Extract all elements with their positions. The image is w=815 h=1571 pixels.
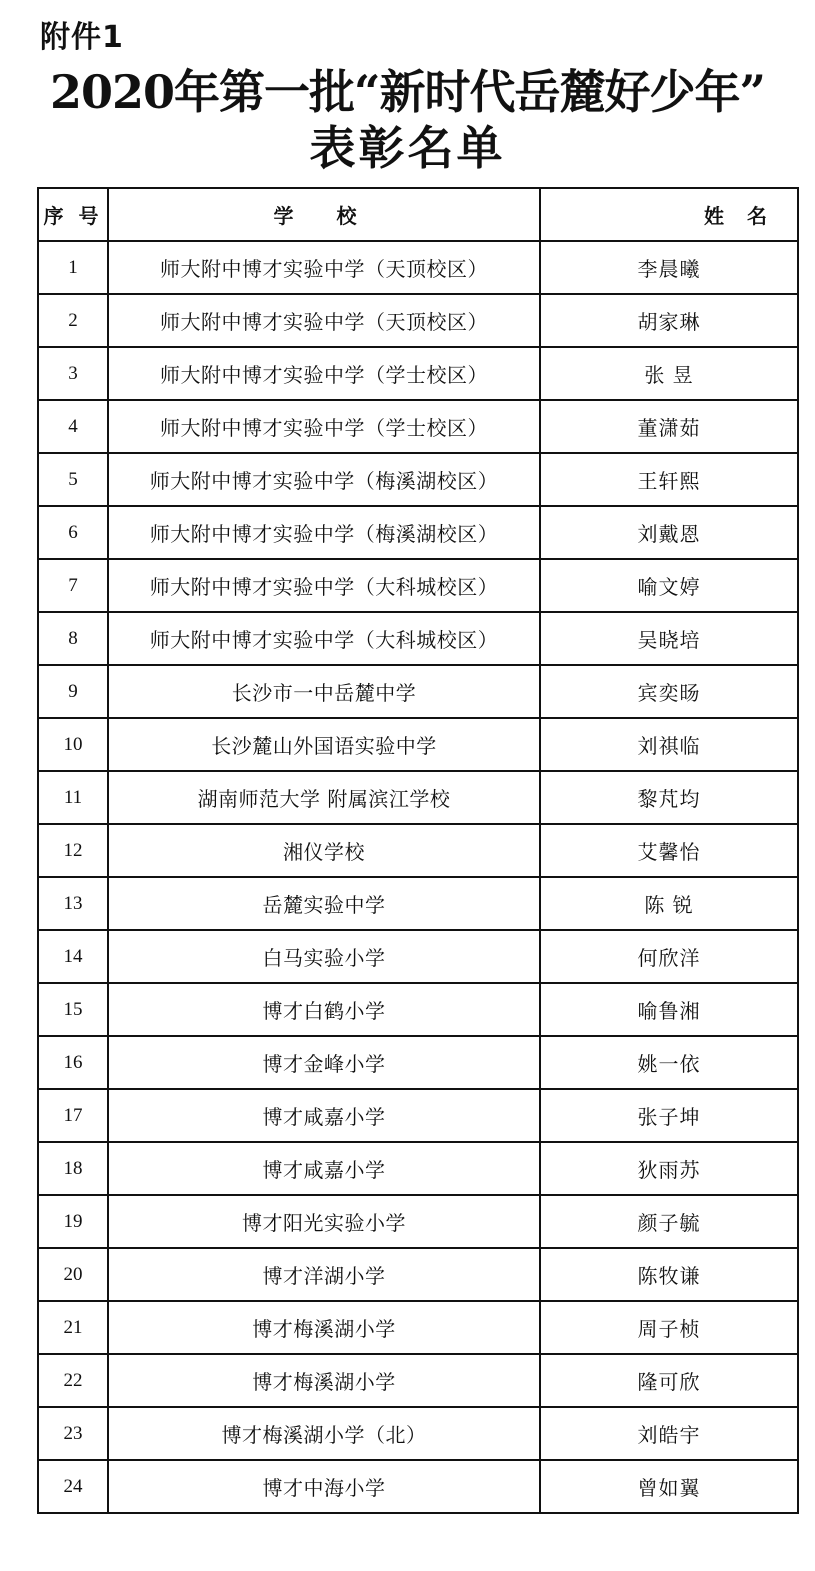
school-cell: 岳麓实验中学 — [108, 877, 540, 930]
row-number: 21 — [38, 1301, 108, 1354]
school-cell: 博才梅溪湖小学 — [108, 1354, 540, 1407]
student-name-cell: 宾奕旸 — [540, 665, 798, 718]
table-row — [38, 665, 798, 718]
student-name-cell: 刘戴恩 — [540, 506, 798, 559]
row-number: 17 — [38, 1089, 108, 1142]
school-cell: 长沙市一中岳麓中学 — [108, 665, 540, 718]
school-cell: 博才洋湖小学 — [108, 1248, 540, 1301]
row-number: 11 — [38, 771, 108, 824]
table-row — [38, 718, 798, 771]
school-cell: 师大附中博才实验中学（学士校区） — [108, 400, 540, 453]
row-number: 15 — [38, 983, 108, 1036]
student-name-cell: 何欣洋 — [540, 930, 798, 983]
student-name-cell: 董潇茹 — [540, 400, 798, 453]
table-row — [38, 1301, 798, 1354]
attachment-label: 附件1 — [40, 20, 124, 55]
table-row — [38, 1142, 798, 1195]
row-number: 14 — [38, 930, 108, 983]
row-number: 3 — [38, 347, 108, 400]
row-number: 2 — [38, 294, 108, 347]
column-header-name: 姓 名 — [540, 188, 798, 241]
school-cell: 师大附中博才实验中学（学士校区） — [108, 347, 540, 400]
document-subtitle: 表彰名单 — [309, 121, 506, 175]
column-header-school: 学 校 — [108, 188, 540, 241]
school-cell: 湘仪学校 — [108, 824, 540, 877]
student-name-cell: 周子桢 — [540, 1301, 798, 1354]
honor-list-table — [37, 187, 799, 1514]
table-row — [38, 1248, 798, 1301]
table-row — [38, 506, 798, 559]
row-number: 6 — [38, 506, 108, 559]
school-cell: 师大附中博才实验中学（大科城校区） — [108, 559, 540, 612]
table-row — [38, 294, 798, 347]
table-row — [38, 241, 798, 294]
school-cell: 师大附中博才实验中学（天顶校区） — [108, 294, 540, 347]
student-name-cell: 刘祺临 — [540, 718, 798, 771]
table-row — [38, 983, 798, 1036]
document-title: 2020年第一批“新时代岳麓好少年” — [50, 65, 765, 119]
school-cell: 博才白鹤小学 — [108, 983, 540, 1036]
student-name-cell: 黎芃均 — [540, 771, 798, 824]
column-header-no: 序 号 — [38, 188, 108, 241]
table-row — [38, 559, 798, 612]
row-number: 9 — [38, 665, 108, 718]
table-row — [38, 1089, 798, 1142]
table-row — [38, 771, 798, 824]
table-row — [38, 930, 798, 983]
student-name-cell: 胡家琳 — [540, 294, 798, 347]
student-name-cell: 吴晓培 — [540, 612, 798, 665]
row-number: 1 — [38, 241, 108, 294]
student-name-cell: 喻鲁湘 — [540, 983, 798, 1036]
school-cell: 湖南师范大学 附属滨江学校 — [108, 771, 540, 824]
row-number: 12 — [38, 824, 108, 877]
student-name-cell: 艾馨怡 — [540, 824, 798, 877]
row-number: 7 — [38, 559, 108, 612]
table-row — [38, 453, 798, 506]
row-number: 18 — [38, 1142, 108, 1195]
table-row — [38, 824, 798, 877]
table-row — [38, 1195, 798, 1248]
student-name-cell: 隆可欣 — [540, 1354, 798, 1407]
row-number: 13 — [38, 877, 108, 930]
school-cell: 长沙麓山外国语实验中学 — [108, 718, 540, 771]
table-row — [38, 612, 798, 665]
student-name-cell: 王轩熙 — [540, 453, 798, 506]
school-cell: 师大附中博才实验中学（天顶校区） — [108, 241, 540, 294]
school-cell: 博才金峰小学 — [108, 1036, 540, 1089]
row-number: 24 — [38, 1460, 108, 1513]
table-row — [38, 877, 798, 930]
school-cell: 博才咸嘉小学 — [108, 1142, 540, 1195]
table-row — [38, 400, 798, 453]
student-name-cell: 姚一依 — [540, 1036, 798, 1089]
row-number: 22 — [38, 1354, 108, 1407]
row-number: 4 — [38, 400, 108, 453]
student-name-cell: 曾如翼 — [540, 1460, 798, 1513]
student-name-cell: 狄雨苏 — [540, 1142, 798, 1195]
table-row — [38, 1407, 798, 1460]
student-name-cell: 李晨曦 — [540, 241, 798, 294]
school-cell: 博才咸嘉小学 — [108, 1089, 540, 1142]
row-number: 10 — [38, 718, 108, 771]
student-name-cell: 张 昱 — [540, 347, 798, 400]
student-name-cell: 陈牧谦 — [540, 1248, 798, 1301]
student-name-cell: 陈 锐 — [540, 877, 798, 930]
school-cell: 博才梅溪湖小学 — [108, 1301, 540, 1354]
school-cell: 师大附中博才实验中学（梅溪湖校区） — [108, 506, 540, 559]
student-name-cell: 刘皓宇 — [540, 1407, 798, 1460]
school-cell: 白马实验小学 — [108, 930, 540, 983]
row-number: 20 — [38, 1248, 108, 1301]
school-cell: 师大附中博才实验中学（梅溪湖校区） — [108, 453, 540, 506]
table-row — [38, 1354, 798, 1407]
school-cell: 博才阳光实验小学 — [108, 1195, 540, 1248]
school-cell: 博才梅溪湖小学（北） — [108, 1407, 540, 1460]
table-row — [38, 347, 798, 400]
student-name-cell: 喻文婷 — [540, 559, 798, 612]
row-number: 5 — [38, 453, 108, 506]
row-number: 19 — [38, 1195, 108, 1248]
table-row — [38, 1460, 798, 1513]
row-number: 16 — [38, 1036, 108, 1089]
table-header-row — [38, 188, 798, 241]
school-cell: 师大附中博才实验中学（大科城校区） — [108, 612, 540, 665]
school-cell: 博才中海小学 — [108, 1460, 540, 1513]
student-name-cell: 颜子毓 — [540, 1195, 798, 1248]
table-row — [38, 1036, 798, 1089]
student-name-cell: 张子坤 — [540, 1089, 798, 1142]
row-number: 23 — [38, 1407, 108, 1460]
row-number: 8 — [38, 612, 108, 665]
